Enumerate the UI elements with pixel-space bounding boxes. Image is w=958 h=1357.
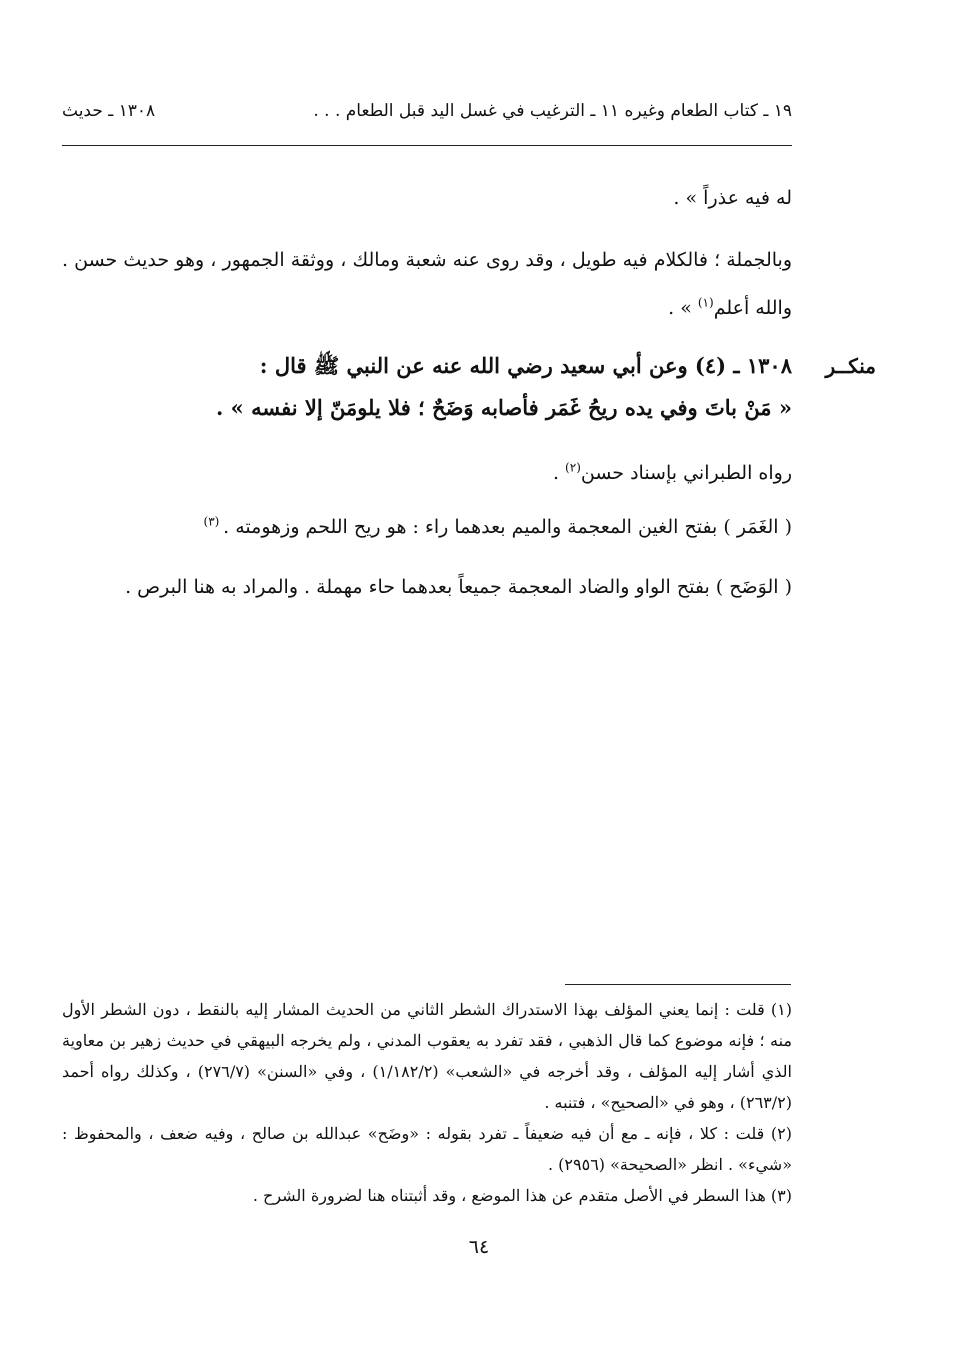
riwaya-end: . (552, 462, 566, 484)
footnotes (62, 994, 792, 1211)
footnote-ref-3[interactable]: (٣) (203, 514, 224, 529)
summary-paragraph (62, 236, 792, 332)
summary-text: وبالجملة ؛ فالكلام فيه طويل ، وقد روى عنه شعبة ومالك ، ووثقة الجمهور ، وهو حديث حسن . والله أعلم (62, 249, 792, 319)
header-divider (62, 145, 792, 146)
riwaya-line (62, 455, 792, 491)
footnote-ref-1[interactable]: (١) (697, 295, 714, 310)
gloss-wadah (62, 563, 792, 611)
gloss-ghamar-text: ( الغَمَر ) بفتح الغين المعجمة والميم بعدهما راء : هو ريح اللحم وزهومته . (223, 516, 792, 538)
footnote-divider (565, 984, 791, 985)
hadith-intro: ١٣٠٨ ـ (٤) وعن أبي سعيد رضي الله عنه عن النبي ﷺ قال : (259, 353, 792, 378)
continuation-text: له فيه عذراً » . (673, 187, 792, 209)
hadith-grade: منكــر (825, 354, 876, 378)
footnote-ref-2[interactable]: (٢) (565, 460, 581, 475)
hadith-block (62, 345, 792, 429)
gloss-ghamar (62, 509, 792, 545)
continuation-line (62, 180, 792, 216)
footnote-3: (٣) هذا السطر في الأصل متقدم عن هذا الموضع ، وقد أثبتناه هنا لضرورة الشرح . (252, 1186, 792, 1205)
header-chapter-title: ١٩ ـ كتاب الطعام وغيره ١١ ـ الترغيب في غسل اليد قبل الطعام . . . (313, 101, 792, 121)
footnote-1: (١) قلت : إنما يعني المؤلف بهذا الاستدراك الشطر الثاني من الحديث المشار إليه بالنقط ، دون الشطر الأول منه ؛ فإنه موضوع كما قال الذهبي ، فقد تفرد به يعقوب المدني ، ولم يخرجه البيهقي في حديث زهير بن معاوية الذي أشار إليه المؤلف ، وقد أخرجه في «الشعب» (١/١٨٢/٢) ، وفي «السنن» (٢٧٦/٧) ، وكذلك رواه أحمد (٢٦٣/٢) ، وهو في «الصحيح» ، فتنبه . (62, 1000, 793, 1112)
hadith-text: « مَنْ باتَ وفي يده ريحُ غَمَر فأصابه وَضَحٌ ؛ فلا يلومَنّ إلا نفسه » . (216, 395, 792, 420)
gloss-wadah-text: ( الوَضَح ) بفتح الواو والضاد المعجمة جميعاً بعدهما حاء مهملة . والمراد به هنا البرص . (125, 576, 792, 598)
page-number: ٦٤ (468, 1236, 490, 1258)
header-hadith-number: ١٣٠٨ ـ حديث (62, 101, 156, 121)
riwaya-text: رواه الطبراني بإسناد حسن (580, 462, 792, 484)
footnote-2: (٢) قلت : كلا ، فإنه ـ مع أن فيه ضعيفاً ـ تفرد بقوله : «وضَح» عبدالله بن صالح ، وفيه ضعف ، والمحفوظ : «شيء» . انظر «الصحيحة» (٢٩٥٦) . (62, 1124, 792, 1174)
summary-end: » . (668, 297, 698, 319)
running-header (62, 96, 792, 126)
